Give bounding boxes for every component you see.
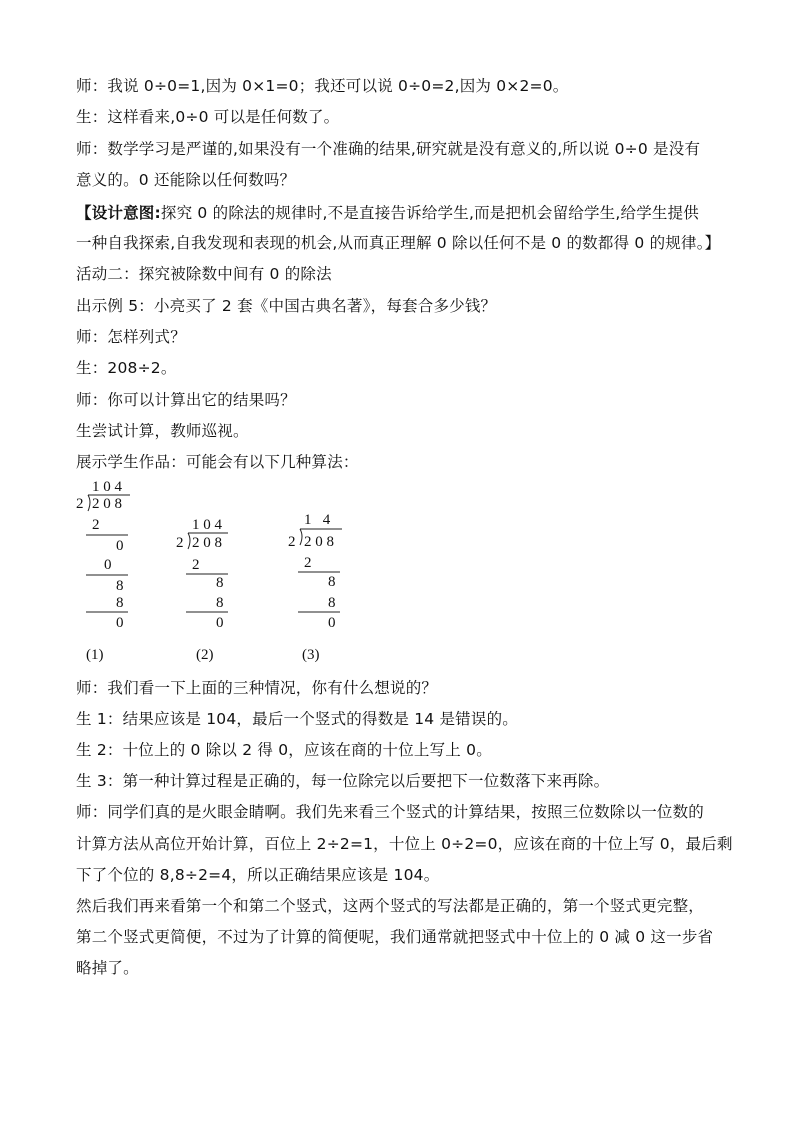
step-value: 8 <box>116 595 124 611</box>
step-value: 8 <box>328 574 336 590</box>
paragraph-line: 师：我说 0÷0=1,因为 0×1=0；我还可以说 0÷0=2,因为 0×2=0。 <box>76 77 569 95</box>
remainder: 0 <box>216 615 224 631</box>
paragraph-line: 出示例 5：小亮买了 2 套《中国古典名著》，每套合多少钱？ <box>76 297 497 315</box>
step-value: 0 <box>116 538 124 554</box>
remainder: 0 <box>116 615 124 631</box>
step-value: 0 <box>104 557 112 573</box>
remainder: 0 <box>328 615 336 631</box>
dividend: 2 0 8 <box>92 496 122 512</box>
divisor: 2 <box>176 535 184 551</box>
paragraph-line: 生尝试计算，教师巡视。 <box>76 422 249 440</box>
design-intent-text: 探究 0 的除法的规律时,不是直接告诉给学生,而是把机会留给学生,给学生提供 <box>160 204 700 222</box>
divisor: 2 <box>76 496 84 512</box>
paragraph-line: 生：208÷2。 <box>76 359 177 377</box>
paragraph-line: 生：这样看来,0÷0 可以是任何数了。 <box>76 108 340 126</box>
paragraph-line: 然后我们再来看第一个和第二个竖式，这两个竖式的写法都是正确的，第一个竖式更完整， <box>76 897 705 915</box>
paragraph-line: 略掉了。 <box>76 959 139 977</box>
figure-label: (1) <box>86 647 104 663</box>
dividend: 2 0 8 <box>304 534 334 550</box>
long-division-3 <box>288 512 342 663</box>
quotient: 1 0 4 <box>192 517 222 533</box>
paragraph-line: 师：数学学习是严谨的,如果没有一个准确的结果,研究就是没有意义的,所以说 0÷0 是没有 <box>76 140 701 158</box>
paragraph-line: 展示学生作品：可能会有以下几种算法： <box>76 453 359 471</box>
quotient: 1 4 <box>304 512 331 528</box>
paragraph-line: 生 3：第一种计算过程是正确的，每一位除完以后要把下一位数落下来再除。 <box>76 772 610 790</box>
paragraph-line: 师：你可以计算出它的结果吗？ <box>76 391 296 409</box>
design-intent-label: 【设计意图: <box>76 204 161 222</box>
design-intent-line <box>76 203 726 223</box>
activity-heading: 活动二：探究被除数中间有 0 的除法 <box>76 265 332 283</box>
figure-label: (3) <box>302 647 320 663</box>
divisor: 2 <box>288 534 296 550</box>
paragraph-line: 意义的。0 还能除以任何数吗？ <box>76 171 296 189</box>
dividend: 2 0 8 <box>192 535 222 551</box>
step-value: 8 <box>216 575 224 591</box>
step-value: 2 <box>92 517 100 533</box>
long-division-2 <box>176 517 228 663</box>
paragraph-line: 第二个竖式更简便，不过为了计算的简便呢，我们通常就把竖式中十位上的 0 减 0 这一步省 <box>76 928 714 946</box>
step-value: 8 <box>328 595 336 611</box>
long-division-1 <box>76 479 130 663</box>
paragraph-line: 一种自我探索,自我发现和表现的机会,从而真正理解 0 除以任何不是 0 的数都得 0 的规律。】 <box>76 234 721 252</box>
paragraph-line: 师：怎样列式？ <box>76 328 186 346</box>
step-value: 2 <box>304 555 312 571</box>
paragraph-line: 计算方法从高位开始计算，百位上 2÷2=1，十位上 0÷2=0，应该在商的十位上写 0，最后剩 <box>76 835 733 853</box>
figure-label: (2) <box>196 647 214 663</box>
quotient: 1 0 4 <box>92 479 122 495</box>
paragraph-line: 下了个位的 8,8÷2=4，所以正确结果应该是 104。 <box>76 866 440 884</box>
paragraph-line: 师：同学们真的是火眼金睛啊。我们先来看三个竖式的计算结果，按照三位数除以一位数的 <box>76 803 705 821</box>
step-value: 8 <box>116 578 124 594</box>
step-value: 2 <box>192 557 200 573</box>
paragraph-line: 生 1：结果应该是 104，最后一个竖式的得数是 14 是错误的。 <box>76 710 518 728</box>
paragraph-line: 生 2：十位上的 0 除以 2 得 0，应该在商的十位上写上 0。 <box>76 741 492 759</box>
step-value: 8 <box>216 595 224 611</box>
paragraph-line: 师：我们看一下上面的三种情况，你有什么想说的？ <box>76 679 438 697</box>
long-division-figures <box>70 475 370 670</box>
